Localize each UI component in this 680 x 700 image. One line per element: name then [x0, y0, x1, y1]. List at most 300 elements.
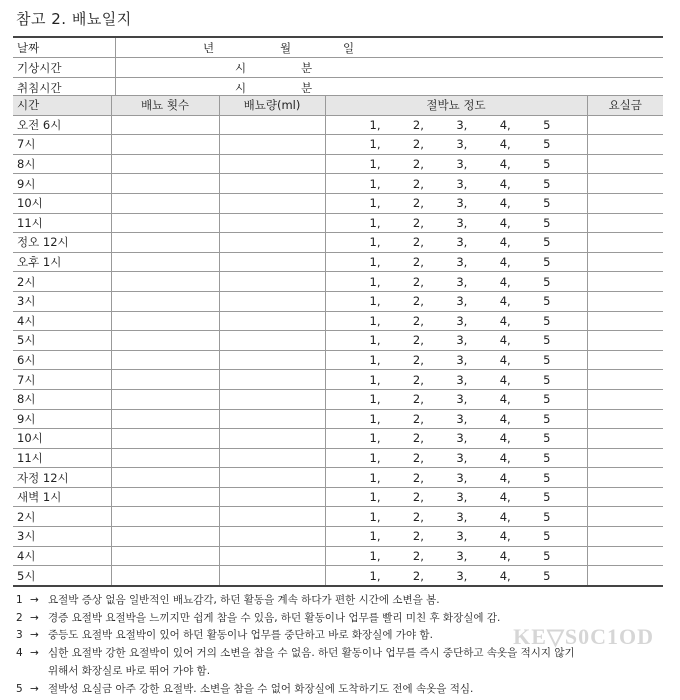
diary-header-table: [13, 36, 663, 98]
urgency-option[interactable]: 4,: [499, 313, 511, 328]
void-volume-cell[interactable]: [219, 213, 325, 233]
urgency-option[interactable]: 5: [543, 392, 551, 407]
urgency-option[interactable]: 3,: [456, 411, 468, 426]
urgency-option[interactable]: 3,: [456, 137, 468, 152]
urgency-option[interactable]: 4,: [499, 490, 511, 505]
urgency-option[interactable]: 1,: [369, 313, 381, 328]
voiding-diary-table: [13, 95, 663, 587]
urgency-option[interactable]: 3,: [456, 529, 468, 544]
urgency-option[interactable]: 4,: [499, 176, 511, 191]
table-row: [13, 468, 663, 488]
urgency-option[interactable]: 1,: [369, 509, 381, 524]
col-header-incontinence: 요실금: [587, 96, 663, 116]
void-volume-cell[interactable]: [219, 389, 325, 409]
void-count-cell[interactable]: [111, 566, 219, 586]
col-header-void-volume: 배뇨량(ml): [219, 96, 325, 116]
urgency-option[interactable]: 2,: [412, 490, 424, 505]
table-row: [13, 115, 663, 135]
urgency-option[interactable]: 4,: [499, 196, 511, 211]
urgency-scale-cell: [325, 331, 587, 351]
urgency-option[interactable]: 2,: [412, 117, 424, 132]
urgency-option[interactable]: 1,: [369, 176, 381, 191]
time-cell: 7시: [13, 370, 111, 390]
urgency-option[interactable]: 1,: [369, 117, 381, 132]
urgency-option[interactable]: 2,: [412, 313, 424, 328]
void-volume-cell[interactable]: [219, 174, 325, 194]
void-volume-cell[interactable]: [219, 546, 325, 566]
urgency-option[interactable]: 5: [543, 333, 551, 348]
void-volume-cell[interactable]: [219, 370, 325, 390]
void-volume-cell[interactable]: [219, 507, 325, 527]
urgency-option[interactable]: 3,: [456, 509, 468, 524]
urgency-option[interactable]: 1,: [369, 490, 381, 505]
time-cell: 8시: [13, 389, 111, 409]
urgency-option[interactable]: 1,: [369, 431, 381, 446]
table-row: [13, 311, 663, 331]
urgency-option[interactable]: 1,: [369, 255, 381, 270]
watermark: KE▽S0C1OD: [513, 624, 654, 649]
table-row: [13, 507, 663, 527]
urgency-option[interactable]: 2,: [412, 353, 424, 368]
urgency-option[interactable]: 4,: [499, 470, 511, 485]
urgency-option[interactable]: 2,: [412, 548, 424, 563]
urgency-option[interactable]: 2,: [412, 176, 424, 191]
urgency-option[interactable]: 5: [543, 215, 551, 230]
col-header-urgency: 절박뇨 정도: [325, 96, 587, 116]
urgency-option[interactable]: 4,: [499, 450, 511, 465]
urgency-option[interactable]: 5: [543, 509, 551, 524]
urgency-scale-cell: [325, 566, 587, 586]
urgency-scale-cell: [325, 546, 587, 566]
table-row: [13, 370, 663, 390]
urgency-scale-cell: [325, 409, 587, 429]
urgency-scale-cell: [325, 468, 587, 488]
table-row: [13, 527, 663, 547]
time-cell: 9시: [13, 409, 111, 429]
legend-number: 4: [16, 647, 23, 660]
table-row: [13, 331, 663, 351]
urgency-option[interactable]: 3,: [456, 450, 468, 465]
time-cell: 5시: [13, 566, 111, 586]
legend-number: 5: [16, 682, 23, 695]
void-count-cell[interactable]: [111, 350, 219, 370]
urgency-option[interactable]: 3,: [456, 353, 468, 368]
urgency-option[interactable]: 3,: [456, 392, 468, 407]
urgency-option[interactable]: 3,: [456, 157, 468, 172]
urgency-option[interactable]: 5: [543, 255, 551, 270]
urgency-option[interactable]: 5: [543, 431, 551, 446]
void-count-cell[interactable]: [111, 272, 219, 292]
urgency-option[interactable]: 5: [543, 548, 551, 563]
urgency-scale-cell: [325, 527, 587, 547]
void-count-cell[interactable]: [111, 468, 219, 488]
urgency-scale-cell: [325, 389, 587, 409]
void-volume-cell[interactable]: [219, 272, 325, 292]
void-volume-cell[interactable]: [219, 448, 325, 468]
time-cell: 5시: [13, 331, 111, 351]
urgency-option[interactable]: 5: [543, 196, 551, 211]
time-cell: 오후 1시: [13, 252, 111, 272]
urgency-scale-cell: [325, 193, 587, 213]
urgency-option[interactable]: 3,: [456, 490, 468, 505]
void-count-cell[interactable]: [111, 429, 219, 449]
urgency-option[interactable]: 5: [543, 117, 551, 132]
incontinence-cell[interactable]: [587, 311, 663, 331]
urgency-option[interactable]: 1,: [369, 353, 381, 368]
urgency-option[interactable]: 2,: [412, 450, 424, 465]
urgency-scale-cell: [325, 487, 587, 507]
urgency-scale-cell: [325, 135, 587, 155]
urgency-option[interactable]: 4,: [499, 157, 511, 172]
table-row: [13, 291, 663, 311]
incontinence-cell[interactable]: [587, 527, 663, 547]
urgency-option[interactable]: 4,: [499, 548, 511, 563]
year-label: 년: [203, 41, 215, 55]
urgency-option[interactable]: 4,: [499, 529, 511, 544]
incontinence-cell[interactable]: [587, 115, 663, 135]
urgency-option[interactable]: 5: [543, 176, 551, 191]
table-row: [13, 409, 663, 429]
legend-number: 3: [16, 629, 23, 642]
urgency-scale-cell: [325, 213, 587, 233]
urgency-option[interactable]: 4,: [499, 411, 511, 426]
urgency-option[interactable]: 4,: [499, 215, 511, 230]
time-cell: 3시: [13, 291, 111, 311]
month-label: 월: [280, 41, 292, 55]
urgency-option[interactable]: 5: [543, 529, 551, 544]
arrow-icon: →: [30, 682, 39, 695]
void-volume-cell[interactable]: [219, 252, 325, 272]
urgency-option[interactable]: 2,: [412, 509, 424, 524]
urgency-option[interactable]: 3,: [456, 568, 468, 583]
urgency-option[interactable]: 1,: [369, 333, 381, 348]
urgency-option[interactable]: 2,: [412, 392, 424, 407]
incontinence-cell[interactable]: [587, 350, 663, 370]
void-count-cell[interactable]: [111, 193, 219, 213]
urgency-option[interactable]: 1,: [369, 196, 381, 211]
time-cell: 9시: [13, 174, 111, 194]
urgency-option[interactable]: 5: [543, 490, 551, 505]
void-count-cell[interactable]: [111, 291, 219, 311]
time-cell: 10시: [13, 429, 111, 449]
urgency-option[interactable]: 3,: [456, 274, 468, 289]
urgency-option[interactable]: 4,: [499, 392, 511, 407]
urgency-option[interactable]: 3,: [456, 255, 468, 270]
urgency-option[interactable]: 3,: [456, 235, 468, 250]
urgency-option[interactable]: 5: [543, 157, 551, 172]
incontinence-cell[interactable]: [587, 487, 663, 507]
urgency-option[interactable]: 4,: [499, 117, 511, 132]
legend-text: 중등도 요절박 요절박이 있어 하던 활동이나 업무를 중단하고 바로 화장실에 가야 함.: [48, 629, 433, 642]
urgency-option[interactable]: 2,: [412, 470, 424, 485]
time-cell: 3시: [13, 527, 111, 547]
void-volume-cell[interactable]: [219, 193, 325, 213]
urgency-option[interactable]: 1,: [369, 450, 381, 465]
void-count-cell[interactable]: [111, 507, 219, 527]
urgency-option[interactable]: 2,: [412, 294, 424, 309]
urgency-option[interactable]: 4,: [499, 137, 511, 152]
urgency-option[interactable]: 1,: [369, 215, 381, 230]
arrow-icon: →: [30, 629, 39, 642]
urgency-option[interactable]: 5: [543, 470, 551, 485]
legend-number: 2: [16, 611, 23, 624]
void-count-cell[interactable]: [111, 311, 219, 331]
table-row: [13, 174, 663, 194]
urgency-option[interactable]: 3,: [456, 294, 468, 309]
urgency-option[interactable]: 5: [543, 274, 551, 289]
time-cell: 새벽 1시: [13, 487, 111, 507]
table-row: [13, 429, 663, 449]
wake-time-label: 기상시간: [13, 58, 116, 77]
urgency-option[interactable]: 5: [543, 235, 551, 250]
urgency-option[interactable]: 2,: [412, 274, 424, 289]
incontinence-cell[interactable]: [587, 213, 663, 233]
wake-time-row: [13, 58, 663, 78]
arrow-icon: →: [30, 647, 39, 660]
void-volume-cell[interactable]: [219, 233, 325, 253]
wake-minute-label: 분: [301, 61, 313, 75]
urgency-option[interactable]: 2,: [412, 333, 424, 348]
urgency-option[interactable]: 1,: [369, 529, 381, 544]
day-label: 일: [343, 41, 355, 55]
urgency-option[interactable]: 5: [543, 137, 551, 152]
incontinence-cell[interactable]: [587, 468, 663, 488]
time-cell: 자정 12시: [13, 468, 111, 488]
incontinence-cell[interactable]: [587, 252, 663, 272]
urgency-option[interactable]: 2,: [412, 157, 424, 172]
urgency-option[interactable]: 2,: [412, 431, 424, 446]
void-count-cell[interactable]: [111, 487, 219, 507]
void-volume-cell[interactable]: [219, 566, 325, 586]
legend-text: 경증 요절박 요절박을 느끼지만 쉽게 참을 수 있음, 하던 활동이나 업무를 빨리 미친 후 화장실에 감.: [48, 611, 501, 624]
urgency-option[interactable]: 5: [543, 411, 551, 426]
legend-text: 절박성 요실금 아주 강한 요절박. 소변을 참을 수 없어 화장실에 도착하기도 전에 속옷을 적심.: [48, 682, 474, 695]
void-volume-cell[interactable]: [219, 429, 325, 449]
urgency-option[interactable]: 2,: [412, 255, 424, 270]
void-volume-cell[interactable]: [219, 291, 325, 311]
urgency-option[interactable]: 1,: [369, 411, 381, 426]
incontinence-cell[interactable]: [587, 546, 663, 566]
time-cell: 정오 12시: [13, 233, 111, 253]
urgency-option[interactable]: 4,: [499, 353, 511, 368]
incontinence-cell[interactable]: [587, 331, 663, 351]
urgency-scale-cell: [325, 370, 587, 390]
urgency-option[interactable]: 1,: [369, 548, 381, 563]
void-count-cell[interactable]: [111, 115, 219, 135]
void-count-cell[interactable]: [111, 233, 219, 253]
void-count-cell[interactable]: [111, 409, 219, 429]
time-cell: 7시: [13, 135, 111, 155]
void-volume-cell[interactable]: [219, 115, 325, 135]
legend-text: 심한 요절박 강한 요절박이 있어 거의 소변을 참을 수 없음. 하던 활동이나 업무를 즉시 중단하고 속옷을 적시지 않기: [48, 647, 575, 660]
urgency-option[interactable]: 5: [543, 353, 551, 368]
urgency-option[interactable]: 4,: [499, 509, 511, 524]
void-volume-cell[interactable]: [219, 409, 325, 429]
urgency-option[interactable]: 4,: [499, 294, 511, 309]
void-volume-cell[interactable]: [219, 350, 325, 370]
date-row: [13, 38, 663, 58]
urgency-scale-cell: [325, 291, 587, 311]
sleep-time-label: 취침시간: [13, 78, 116, 97]
urgency-scale-cell: [325, 507, 587, 527]
urgency-scale-cell: [325, 350, 587, 370]
urgency-option[interactable]: 3,: [456, 431, 468, 446]
arrow-icon: →: [30, 594, 39, 606]
urgency-option[interactable]: 1,: [369, 137, 381, 152]
urgency-option[interactable]: 5: [543, 294, 551, 309]
incontinence-cell[interactable]: [587, 154, 663, 174]
legend-item: [16, 592, 666, 610]
time-cell: 6시: [13, 350, 111, 370]
urgency-scale-cell: [325, 252, 587, 272]
incontinence-cell[interactable]: [587, 429, 663, 449]
urgency-option[interactable]: 3,: [456, 470, 468, 485]
incontinence-cell[interactable]: [587, 389, 663, 409]
void-count-cell[interactable]: [111, 370, 219, 390]
table-row: [13, 546, 663, 566]
wake-hour-label: 시: [235, 61, 247, 75]
table-row: [13, 233, 663, 253]
time-cell: 4시: [13, 311, 111, 331]
sleep-minute-label: 분: [301, 81, 313, 95]
table-header-row: [13, 96, 663, 116]
void-count-cell[interactable]: [111, 546, 219, 566]
urgency-scale-cell: [325, 174, 587, 194]
urgency-option[interactable]: 4,: [499, 255, 511, 270]
urgency-option[interactable]: 5: [543, 568, 551, 583]
incontinence-cell[interactable]: [587, 193, 663, 213]
table-row: [13, 154, 663, 174]
urgency-option[interactable]: 3,: [456, 333, 468, 348]
void-count-cell[interactable]: [111, 154, 219, 174]
urgency-option[interactable]: 4,: [499, 372, 511, 387]
urgency-option[interactable]: 1,: [369, 470, 381, 485]
urgency-option[interactable]: 4,: [499, 274, 511, 289]
urgency-option[interactable]: 2,: [412, 235, 424, 250]
urgency-option[interactable]: 2,: [412, 215, 424, 230]
void-count-cell[interactable]: [111, 527, 219, 547]
void-count-cell[interactable]: [111, 389, 219, 409]
void-volume-cell[interactable]: [219, 135, 325, 155]
incontinence-cell[interactable]: [587, 370, 663, 390]
urgency-option[interactable]: 2,: [412, 568, 424, 583]
urgency-option[interactable]: 3,: [456, 548, 468, 563]
void-volume-cell[interactable]: [219, 311, 325, 331]
time-cell: 11시: [13, 213, 111, 233]
urgency-option[interactable]: 2,: [412, 372, 424, 387]
urgency-option[interactable]: 3,: [456, 372, 468, 387]
urgency-option[interactable]: 4,: [499, 235, 511, 250]
void-count-cell[interactable]: [111, 213, 219, 233]
time-cell: 11시: [13, 448, 111, 468]
incontinence-cell[interactable]: [587, 409, 663, 429]
time-cell: 2시: [13, 272, 111, 292]
urgency-option[interactable]: 1,: [369, 294, 381, 309]
urgency-option[interactable]: 3,: [456, 313, 468, 328]
urgency-option[interactable]: 4,: [499, 431, 511, 446]
legend-item: [16, 681, 666, 699]
time-cell: 10시: [13, 193, 111, 213]
urgency-option[interactable]: 2,: [412, 137, 424, 152]
incontinence-cell[interactable]: [587, 272, 663, 292]
void-volume-cell[interactable]: [219, 154, 325, 174]
incontinence-cell[interactable]: [587, 135, 663, 155]
urgency-option[interactable]: 3,: [456, 176, 468, 191]
table-row: [13, 350, 663, 370]
void-volume-cell[interactable]: [219, 487, 325, 507]
legend-text-continued: 위해서 화장실로 바로 뛰어 가야 함.: [48, 664, 211, 677]
incontinence-cell[interactable]: [587, 174, 663, 194]
urgency-scale-cell: [325, 448, 587, 468]
table-row: [13, 213, 663, 233]
urgency-scale-cell: [325, 272, 587, 292]
urgency-option[interactable]: 1,: [369, 372, 381, 387]
urgency-option[interactable]: 5: [543, 450, 551, 465]
time-cell: 4시: [13, 546, 111, 566]
urgency-option[interactable]: 3,: [456, 215, 468, 230]
void-count-cell[interactable]: [111, 448, 219, 468]
urgency-option[interactable]: 2,: [412, 529, 424, 544]
urgency-option[interactable]: 5: [543, 372, 551, 387]
urgency-option[interactable]: 1,: [369, 392, 381, 407]
sleep-hour-label: 시: [235, 81, 247, 95]
incontinence-cell[interactable]: [587, 233, 663, 253]
time-cell: 8시: [13, 154, 111, 174]
table-row: [13, 272, 663, 292]
urgency-option[interactable]: 1,: [369, 568, 381, 583]
incontinence-cell[interactable]: [587, 291, 663, 311]
arrow-icon: →: [30, 611, 39, 624]
table-row: [13, 487, 663, 507]
urgency-option[interactable]: 4,: [499, 568, 511, 583]
table-row: [13, 448, 663, 468]
table-row: [13, 389, 663, 409]
table-row: [13, 252, 663, 272]
urgency-option[interactable]: 2,: [412, 196, 424, 211]
urgency-scale-cell: [325, 429, 587, 449]
urgency-option[interactable]: 4,: [499, 333, 511, 348]
legend-text: 요절박 증상 없음 일반적인 배뇨감각, 하던 활동을 계속 하다가 편한 시간에 소변을 봄.: [48, 594, 440, 606]
table-row: [13, 193, 663, 213]
urgency-option[interactable]: 3,: [456, 117, 468, 132]
urgency-option[interactable]: 2,: [412, 411, 424, 426]
urgency-scale-cell: [325, 115, 587, 135]
urgency-scale-cell: [325, 154, 587, 174]
document-title: 참고 2. 배뇨일지: [16, 10, 132, 28]
urgency-option[interactable]: 1,: [369, 235, 381, 250]
col-header-time: 시간: [13, 96, 111, 116]
urgency-option[interactable]: 1,: [369, 157, 381, 172]
void-volume-cell[interactable]: [219, 527, 325, 547]
incontinence-cell[interactable]: [587, 507, 663, 527]
void-count-cell[interactable]: [111, 331, 219, 351]
void-volume-cell[interactable]: [219, 331, 325, 351]
urgency-option[interactable]: 5: [543, 313, 551, 328]
table-row: [13, 135, 663, 155]
legend-number: 1: [16, 594, 23, 606]
time-cell: 오전 6시: [13, 115, 111, 135]
void-count-cell[interactable]: [111, 174, 219, 194]
urgency-option[interactable]: 1,: [369, 274, 381, 289]
void-count-cell[interactable]: [111, 135, 219, 155]
incontinence-cell[interactable]: [587, 448, 663, 468]
table-row: [13, 566, 663, 586]
void-count-cell[interactable]: [111, 252, 219, 272]
urgency-option[interactable]: 3,: [456, 196, 468, 211]
incontinence-cell[interactable]: [587, 566, 663, 586]
col-header-void-count: 배뇨 횟수: [111, 96, 219, 116]
void-volume-cell[interactable]: [219, 468, 325, 488]
